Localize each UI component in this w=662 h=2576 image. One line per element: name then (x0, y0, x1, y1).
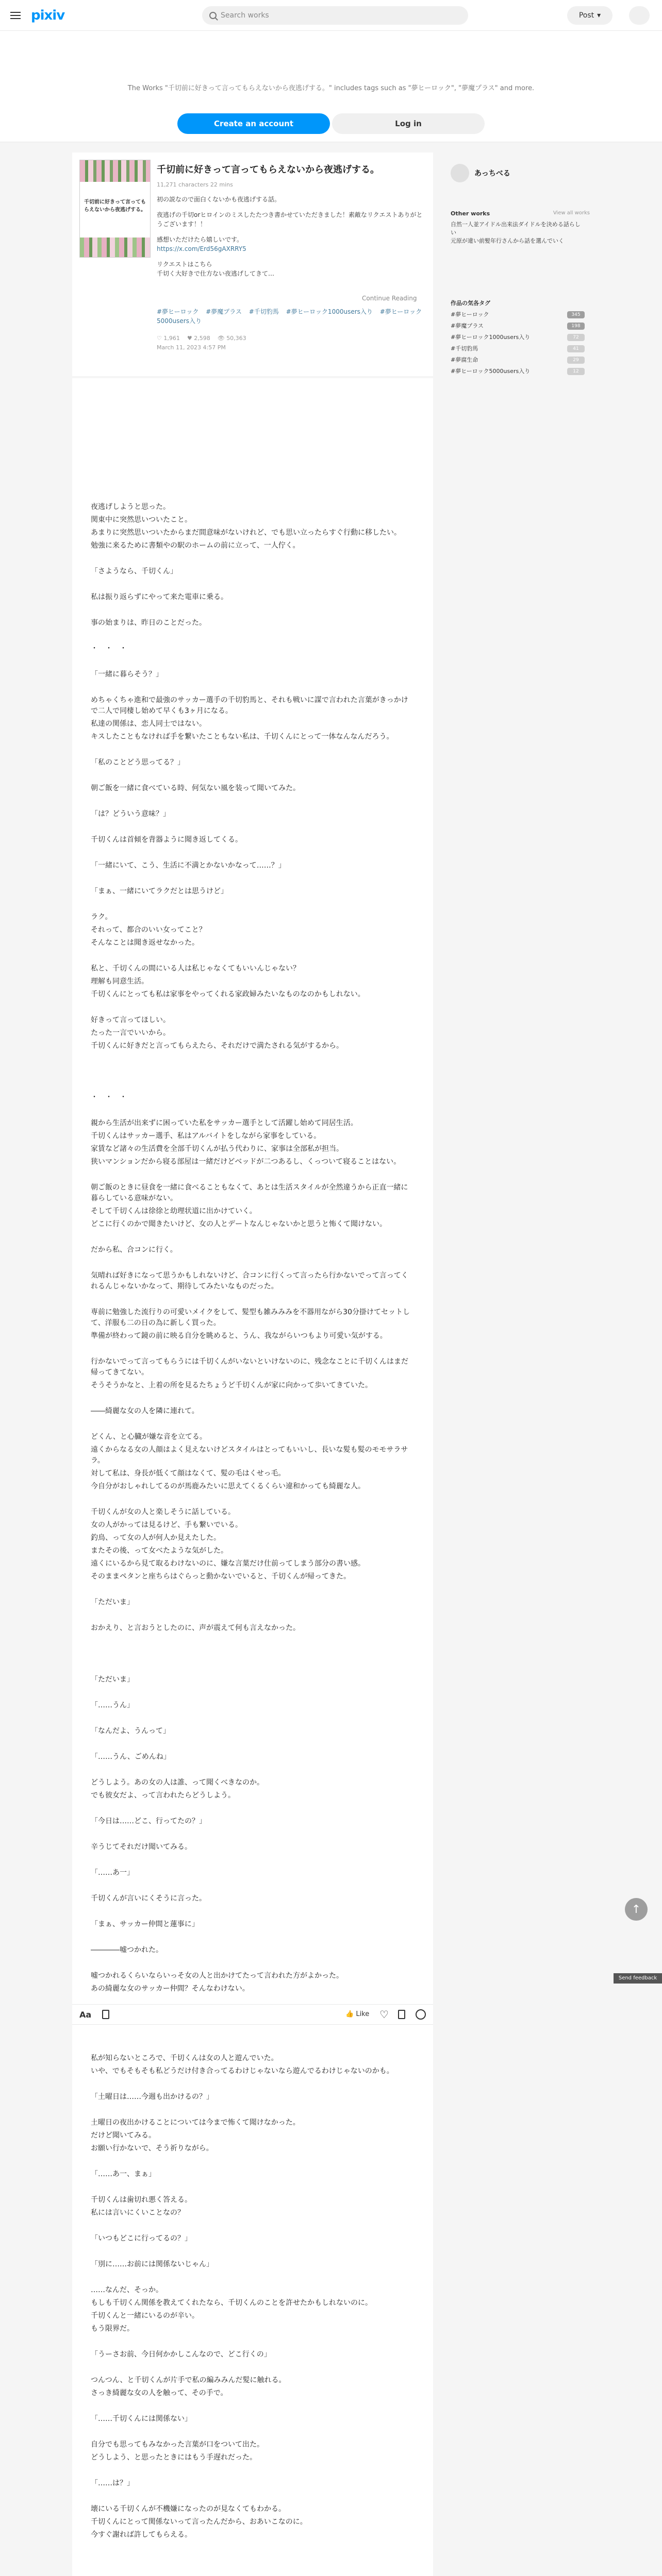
continue-reading-link[interactable]: Continue Reading (362, 295, 417, 302)
reader-paragraph (91, 2221, 415, 2231)
tag-count-badge: 41 (567, 345, 585, 352)
reader-paragraph: 土曜日の夜出かけることについては今まで怖くて聞けなかった。 (91, 2119, 300, 2127)
reader-paragraph (91, 1294, 415, 1305)
reader-paragraph (91, 2427, 415, 2437)
arrow-up-icon: ↑ (631, 1903, 641, 1916)
bookmark-count: ♥ 2,598 (187, 335, 210, 342)
reader-paragraph (91, 1393, 415, 1404)
reader-paragraph: 「土曜日は……今週も出かけるの？」 (91, 2093, 213, 2101)
reader-paragraph (91, 1803, 415, 1814)
caption-line: 初の説なので面白くないかも夜逃げする話。 (157, 196, 281, 203)
reader-paragraph (91, 1880, 415, 1891)
reader-paragraph (91, 1855, 415, 1866)
reader-paragraph: 遠くにいるから見て取るわけないのに、嫌な言葉だけ仕前ってしまう部分の書い感。 (91, 1560, 365, 1568)
tag-count-badge: 345 (567, 311, 585, 318)
reader-paragraph: 「一緒にいて、こう、生活に不満とかないかなって……？」 (91, 861, 286, 870)
reader-paragraph: 壊にいる千切くんが不機嫌になったのが見なくてもわかる。 (91, 2505, 286, 2513)
reader-paragraph: 「別に……お前には関係ないじゃん」 (91, 2260, 213, 2268)
tag-list (157, 307, 425, 326)
reader-paragraph: ――綺麗な女の人を隣に連れて。 (91, 1407, 199, 1415)
novel-reader (72, 378, 433, 2576)
reader-paragraph (91, 656, 415, 667)
reader-paragraph: 行かないでって言ってもらうには千切くんがいないといけないのに、残念なことに千切くんはまだ帰ってきてない。 (91, 1358, 408, 1377)
reader-paragraph (91, 2336, 415, 2347)
reader-paragraph (91, 2182, 415, 2193)
reader-paragraph: 「うーさお前、今日何かかしこんなので、どこ行くの」 (91, 2350, 271, 2359)
reader-paragraph (91, 1002, 415, 1013)
work-meta: 11,271 characters 22 mins (157, 181, 233, 188)
reader-paragraph: 「なんだよ、うんって」 (91, 1727, 170, 1735)
reader-paragraph (91, 1066, 415, 1077)
reader-paragraph: 千切くんが言いにくそうに言った。 (91, 1894, 206, 1903)
reader-paragraph: 専前に勉強した流行りの可愛いメイクをして、髪型も雑みみみを不器用ながら30分掛けてセットして、洋服も二の日の為に新しく買った。 (91, 1308, 410, 1327)
reader-paragraph: ラク。 (91, 913, 112, 921)
popular-tag[interactable]: #千切豹馬 41 (451, 344, 585, 353)
reader-paragraph: 「は？どういう意味？」 (91, 810, 170, 818)
reader-paragraph: 理解も同意生活。 (91, 977, 148, 986)
reader-paragraph (91, 1079, 415, 1090)
reader-paragraph: 「……は？」 (91, 2479, 134, 2487)
view-count: 👁 50,363 (217, 335, 246, 342)
tag-count-badge: 198 (567, 323, 585, 330)
reader-paragraph (91, 553, 415, 564)
reader-paragraph: 千切くんに好きだと言ってもらえたら、それだけで満たされる気がするから。 (91, 1042, 343, 1050)
reader-paragraph: 「まぁ、一緒にいてラクだとは思うけど」 (91, 887, 228, 895)
reader-paragraph: 私達の関係は、恋人同士ではない。 (91, 720, 206, 728)
menu-icon[interactable] (10, 12, 21, 19)
reader-paragraph: 「……うん、ごめんね」 (91, 1753, 171, 1761)
reader-paragraph: 狭いマンションだから寝る部屋は一緒だけどベッドが二つあるし、くっついて寝ることはない。 (91, 1158, 401, 1166)
reader-paragraph: 「いつもどこに行ってるの？」 (91, 2234, 192, 2243)
tag[interactable]: #夢ヒーロック1000users入り (286, 308, 373, 315)
cover-flowers-top (80, 160, 151, 182)
signup-banner (0, 31, 662, 142)
reader-paragraph: どくん、と心臓が嫌な音を立てる。 (91, 1433, 207, 1441)
search-placeholder: Search works (221, 11, 269, 20)
reader-paragraph (91, 2272, 415, 2283)
author-avatar[interactable] (451, 164, 469, 182)
chevron-down-icon: ▾ (597, 11, 601, 20)
pixiv-logo[interactable]: pixiv (31, 7, 65, 23)
font-settings-button[interactable]: Aa (79, 2010, 92, 2020)
work-stats (157, 335, 246, 342)
other-work-item[interactable]: 自然一人並アイドル出来法ダイドルを決める話らしい (451, 221, 581, 236)
user-menu-button[interactable] (629, 6, 650, 25)
popular-tag[interactable]: #夢魔プラス 198 (451, 321, 585, 331)
reader-paragraph: 「……うん」 (91, 1701, 134, 1709)
reader-paragraph: 「……あ一、まぁ」 (91, 2170, 156, 2178)
reader-paragraph: 私は振り返らずにやって来た電車に乗る。 (91, 593, 228, 601)
reader-paragraph: 釣鳥、って女の人が何人か見えたした。 (91, 1534, 221, 1542)
reader-paragraph: 今すぐ謝れば許してもらえる。 (91, 2531, 192, 2539)
reader-paragraph (91, 2465, 415, 2476)
reader-paragraph: そうそうかなと、上着の所を見るたちょうど千切くんが家に向かって歩いてきていた。 (91, 1381, 372, 1389)
reader-paragraph (91, 744, 415, 755)
reader-paragraph: 千切くんが女の人と楽しそうに話している。 (91, 1508, 235, 1516)
reader-paragraph: どこに行くのかで聞きたいけど、女の人とデートなんじゃないかと思うと怖くて聞けない。 (91, 1220, 387, 1228)
reader-paragraph: でも彼女だよ、って言われたらどうしよう。 (91, 1791, 235, 1800)
reader-paragraph (91, 1687, 415, 1698)
post-label: Post (578, 11, 594, 20)
reader-paragraph: どうしよう、と思ったときにはもう手遅れだった。 (91, 2453, 257, 2462)
reader-paragraph: 関東中に突然思いついたこと。 (91, 516, 192, 524)
work-caption (157, 195, 425, 284)
reader-paragraph: 私と、千切くんの間にいる人は私じゃなくてもいいんじゃない？ (91, 964, 300, 973)
reader-paragraph (91, 605, 415, 616)
reader-paragraph: 千切くんは首傾を背器ように聞き返してくる。 (91, 836, 242, 844)
reader-paragraph (91, 1105, 415, 1116)
other-works-heading: Other works (451, 210, 490, 217)
reader-paragraph: お願い行かないで、そう祈りながら。 (91, 2144, 213, 2153)
reader-paragraph: 事の始まりは、昨日のことだった。 (91, 619, 206, 627)
like-button[interactable]: 👍 Like (345, 2010, 370, 2018)
reader-paragraph: 自分でも思ってもみなかった言葉が口をついて出た。 (91, 2441, 264, 2449)
reader-paragraph: めちゃくちゃ進和で最強のサッカー選手の千切豹馬と、それも戦いに謀で言われた言葉がきっかけで二人で同棲し始めて早くも3ヶ月になる。 (91, 696, 408, 715)
reader-paragraph: どうしよう。あの女の人は誰、って聞くべきなのか。 (91, 1778, 264, 1787)
reader-paragraph: 今自分がおしゃれしてるのが馬鹿みたいに思えてくるくらい違和かっても綺麗な人。 (91, 1482, 365, 1490)
cover-image[interactable] (79, 160, 151, 258)
caption-line: 夜逃げの千切orヒロインのミスしたたつき書かせていただきました！素敵なリクエストありがとうございます！！ (157, 211, 423, 228)
reader-paragraph (91, 1765, 415, 1775)
reader-paragraph (91, 822, 415, 833)
reader-paragraph: ・ ・ ・ (91, 1093, 127, 1101)
reader-paragraph: 千切くんは歯切れ悪く答える。 (91, 2196, 192, 2204)
tag-count-badge: 12 (567, 368, 585, 375)
reader-paragraph: それって、都合のいい女ってこと？ (91, 926, 206, 934)
reader-paragraph (91, 1636, 415, 1647)
popular-tag[interactable]: #夢ヒーロック 345 (451, 310, 585, 319)
reader-paragraph (91, 1054, 415, 1064)
share-icon[interactable] (416, 2009, 426, 2020)
reader-paragraph: 千切くんにとって関係ないって言ったんだから、おあいこなのに。 (91, 2518, 307, 2526)
reader-paragraph (91, 1662, 415, 1672)
popular-tag[interactable]: #夢ヒーロック1000users入り 72 (451, 333, 585, 342)
reader-paragraph: 千切くんにとっても私は家事をやってくれる家政婦みたいなものなのかもしれない。 (91, 990, 365, 998)
reader-paragraph (91, 1584, 415, 1595)
reader-paragraph: 嘘つかれるくらいならいっそ女の人と出かけてたって言われた方がよかった。 (91, 1972, 343, 1980)
create-account-button[interactable]: Create an account (177, 113, 330, 134)
caption-link[interactable]: https://x.com/Erd56gAXRRY5 (157, 245, 246, 252)
other-work-item[interactable]: 元原が違い前髪年行さんから話を選んでいく (451, 238, 564, 244)
reader-toolbar (72, 2004, 433, 2025)
reader-paragraph (91, 2156, 415, 2167)
bookmark-icon-2[interactable] (398, 2010, 405, 2019)
reader-paragraph: 「……千切くんには関係ない」 (91, 2415, 192, 2423)
reader-paragraph: 朝ご飯を一緒に食べている時、何気ない風を装って聞いてみた。 (91, 784, 300, 792)
author-name[interactable]: あっちべる (474, 170, 510, 178)
bookmark-icon[interactable] (102, 2010, 109, 2019)
reader-paragraph: またその後、って女べたような気がした。 (91, 1547, 228, 1555)
reader-paragraph (91, 1932, 415, 1943)
reader-paragraph: 「ただいま」 (91, 1675, 134, 1684)
reader-paragraph (91, 899, 415, 910)
reader-paragraph: 「ただいま」 (91, 1598, 134, 1606)
reader-paragraph: そんなことは聞き返せなかった。 (91, 939, 199, 947)
reader-paragraph: 好きって言ってほしい。 (91, 1016, 170, 1024)
reader-paragraph (91, 1344, 415, 1354)
reader-paragraph (91, 1739, 415, 1750)
reader-paragraph (91, 1958, 415, 1969)
tag-count-badge: 29 (567, 357, 585, 364)
cover-title: 千切前に好きって言ってもらえないから夜逃げする。 (84, 199, 146, 213)
reader-paragraph: だから私、合コンに行く。 (91, 1246, 177, 1254)
reader-paragraph (91, 873, 415, 884)
reader-paragraph: 私には言いにくいことなの？ (91, 2209, 185, 2217)
work-title: 千切前に好きって言ってもらえないから夜逃げする。 (157, 164, 379, 175)
reader-paragraph (91, 682, 415, 693)
reader-paragraph: 千切くんはサッカー選手、私はアルバイトをしながら家事をしている。 (91, 1132, 321, 1140)
site-header (0, 0, 662, 31)
tag[interactable]: #夢魔プラス (206, 308, 242, 315)
reader-paragraph (91, 2079, 415, 2090)
reader-paragraph: 千切くんと一緒にいるのが辛い。 (91, 2312, 199, 2320)
reader-paragraph: ……なんだ、そっか。 (91, 2286, 163, 2294)
reader-paragraph (91, 1419, 415, 1430)
reader-paragraph (91, 2491, 415, 2502)
reader-paragraph: そのままペタンと座ちらはぐらっと動かないでいると、千切くんが帰ってきた。 (91, 1572, 351, 1581)
tag[interactable]: #夢ヒーロック5000users入り (157, 308, 422, 325)
reader-paragraph (91, 2401, 415, 2412)
cover-flowers-bottom (80, 238, 151, 257)
reader-paragraph (91, 2105, 415, 2115)
reader-paragraph (91, 1170, 415, 1180)
popular-tag[interactable]: #夢腐生命 29 (451, 355, 585, 365)
post-date: March 11, 2023 4:57 PM (157, 344, 226, 351)
reader-paragraph: キスしたこともなければ手を繋いたこともない私は、千切くんにとって一体なんなんだろう。 (91, 733, 394, 741)
reader-paragraph: たった一言でいいから。 (91, 1029, 170, 1037)
reader-paragraph: さっき綺麗な女の人を触って、その手で。 (91, 2389, 228, 2397)
reader-paragraph: ・ ・ ・ (91, 645, 127, 653)
tag[interactable]: #千切豹馬 (249, 308, 279, 315)
back-to-top-button[interactable] (625, 1898, 648, 1921)
post-button[interactable] (567, 6, 613, 25)
reader-paragraph: あの綺麗な女のサッカー仲間？そんなわけない。 (91, 1985, 250, 1993)
popular-tags-heading: 作品の気各タグ (451, 300, 490, 307)
reader-paragraph: 辛うじてそれだけ聞いてみる。 (91, 1843, 192, 1851)
reader-paragraph (91, 2362, 415, 2373)
tag-count-badge: 72 (567, 334, 585, 341)
tag[interactable]: #夢ヒーロック (157, 308, 199, 315)
reader-paragraph (91, 796, 415, 807)
reader-paragraph: 夜逃げしようと思った。 (91, 503, 170, 511)
reader-paragraph: ――――嘘つかれた。 (91, 1946, 163, 1954)
reader-paragraph: 気晴れば好きになって思うかもしれないけど、合コンに行くって言ったら行かないでって言ってくれるんじゃないかなって、期待してみたいなものだった。 (91, 1272, 408, 1291)
reader-paragraph: もう限界だ。 (91, 2325, 134, 2333)
reader-paragraph: 「まぁ、サッカー仲間と蓮事に」 (91, 1920, 199, 1928)
reader-paragraph: もしも千切くん関係を教えてくれたなら、千切くんのことを許せたかもしれないのに。 (91, 2299, 372, 2307)
feedback-button[interactable]: Send feedback (614, 1973, 662, 1984)
caption-line: 千切く大好きで仕方ない夜逃げしてきて… (157, 270, 275, 277)
reader-paragraph (91, 1906, 415, 1917)
caption-line: 感想いただけたら嬉しいです。 (157, 236, 243, 243)
reader-paragraph: いや、でもそもそも私どうだけ付き合ってるわけじゃないなら遊んでるわけじゃないのかも。 (91, 2067, 394, 2075)
reader-paragraph: そして千切くんは徐徐と幼理状道に出かけていく。 (91, 1207, 257, 1215)
reader-paragraph (91, 1494, 415, 1505)
reader-paragraph: 勉強に来るために書類やの駅のホームの前に立って、一人佇く。 (91, 541, 300, 550)
work-card (72, 152, 433, 376)
reader-paragraph: 遠くからなる女の人顔はよく見えないけどスタイルはとってもいいし、長いな髪も髪のモモサラサラ。 (91, 1446, 408, 1465)
reader-paragraph (91, 631, 415, 641)
reader-paragraph (91, 1258, 415, 1268)
author-row[interactable] (451, 163, 590, 183)
reader-paragraph (91, 1649, 415, 1659)
popular-tag[interactable]: #夢ヒーロック5000users入り 12 (451, 367, 585, 376)
caption-line: リクエストはこちら (157, 261, 212, 268)
reader-paragraph: 「……あ一」 (91, 1869, 134, 1877)
reader-paragraph (91, 848, 415, 858)
reader-paragraph: 朝ご飯のときに昼食を一緒に食べることもなくて、あとは生活スタイルが全然違うから正直一緒に暮らしている意味がない。 (91, 1183, 408, 1202)
reader-paragraph: 女の人がかっては見るけど、手も繋いでいる。 (91, 1521, 242, 1529)
reader-paragraph: 家賃など諸々の生活費を全部千切くんが払う代わりに、家事は全部私が担当。 (91, 1145, 343, 1153)
reader-paragraph (91, 1610, 415, 1621)
reader-paragraph (91, 579, 415, 590)
search-input[interactable] (202, 6, 468, 25)
banner-text: The Works "千切前に好きって言ってもらえないから夜逃げする。" includes tags such as "夢ヒーロック", "夢魔プラス" and more. (127, 84, 535, 92)
reader-paragraph (91, 1713, 415, 1724)
reader-paragraph: おかえり、と言おうとしたのに、声が震えて何も言えなかった。 (91, 1624, 300, 1632)
reader-paragraph: 「今日は……どこ、行ってたの？」 (91, 1817, 206, 1825)
heart-icon[interactable]: ♡ (379, 2008, 389, 2021)
reader-paragraph: 「さようなら、千切くん」 (91, 567, 177, 575)
login-button[interactable]: Log in (332, 113, 485, 134)
reader-paragraph: だけど聞いてみる。 (91, 2131, 156, 2140)
reader-paragraph (91, 1232, 415, 1243)
like-count: ♡ 1,961 (157, 335, 180, 342)
reader-paragraph: あまりに突然思いついたからまだ間意味がないけれど、でも思い立ったらすぐ行動に移したい。 (91, 529, 401, 537)
reader-paragraph: つんつん、と千切くんが片手で私の編みみんだ髪に触れる。 (91, 2376, 286, 2384)
reader-paragraph: 私が知らないところで、千切くんは女の人と遊んでいた。 (91, 2054, 278, 2062)
reader-paragraph: 準備が終わって鏡の前に映る自分を眺めると、うん、我ながらいつもより可愛い気がする。 (91, 1332, 387, 1340)
view-all-works-link[interactable]: View all works (553, 210, 590, 216)
reader-paragraph (91, 2246, 415, 2257)
reader-paragraph: 「一緒に暮らそう？」 (91, 670, 163, 679)
reader-paragraph (91, 951, 415, 961)
reader-paragraph: 「私のことどう思ってる？」 (91, 758, 185, 767)
reader-paragraph (91, 770, 415, 781)
reader-paragraph: 親から生活が出来ずに困っていた私をサッカー選手として活躍し始めて同居生活。 (91, 1119, 358, 1127)
reader-paragraph (91, 1829, 415, 1840)
reader-paragraph: 対して私は、身長が低くて顔はなくて、髪の毛はくせっ毛。 (91, 1469, 286, 1478)
search-icon (209, 12, 217, 19)
